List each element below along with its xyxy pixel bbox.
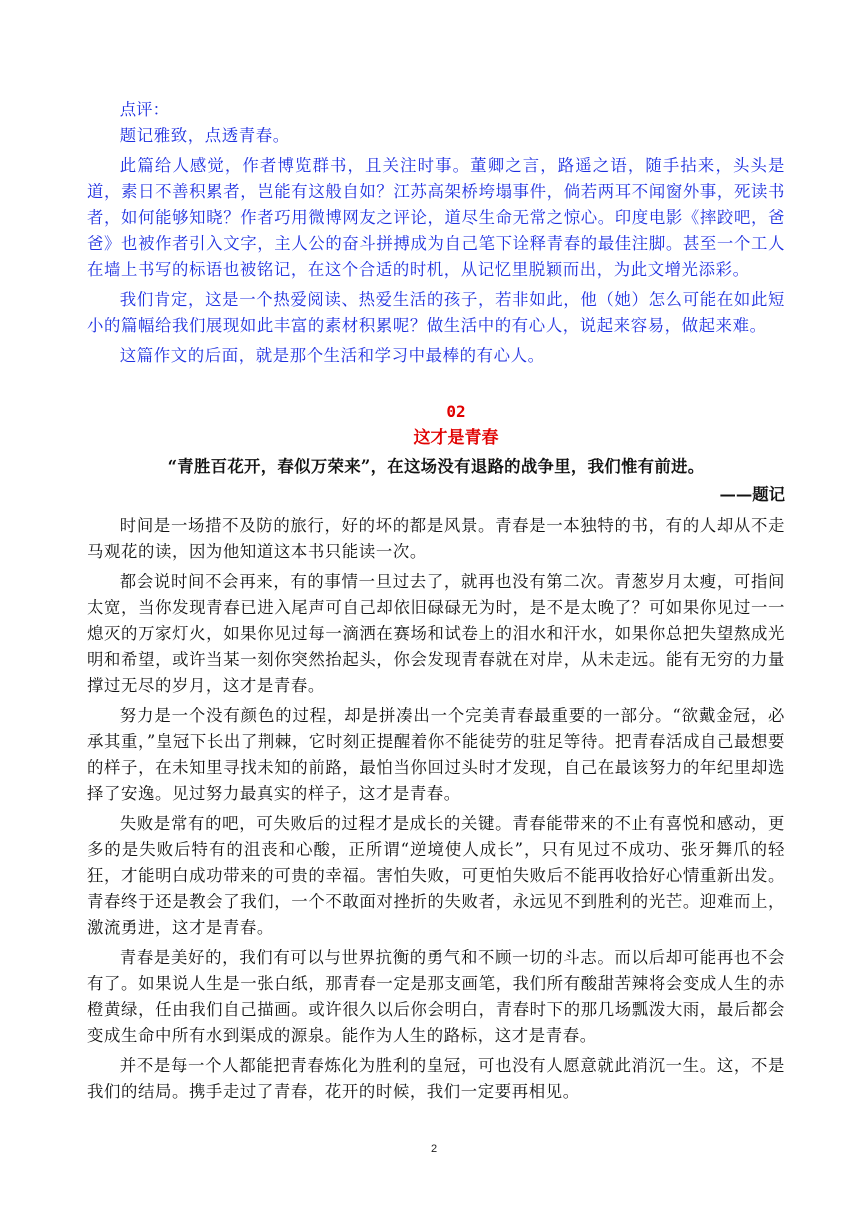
review-paragraph: 题记雅致，点透青春。 bbox=[119, 126, 290, 145]
essay-paragraph: 并不是每一个人都能把青春炼化为胜利的皇冠，可也没有人愿意就此消沉一生。这，不是我们的结局。携手走过了青春，花开的时候，我们一定要再相见。 bbox=[87, 1056, 785, 1101]
essay-paragraph: 都会说时间不会再来，有的事情一旦过去了，就再也没有第二次。青葱岁月太瘦，可指间太宽，当你发现青春已进入尾声可自己却依旧碌碌无为时，是不是太晚了？可如果你见过一一熄灭的万家灯火，如果你见过每一滴洒在赛场和试卷上的泪水和汗水，如果你总把失望熬成光明和希望，或许当某一刻你突然抬起头，你会发现青春就在对岸，从未走远。能有无穷的力量撑过无尽的岁月，这才是青春。 bbox=[87, 572, 785, 695]
essay-number: 02 bbox=[446, 402, 466, 421]
review-paragraph: 这篇作文的后面，就是那个生活和学习中最棒的有心人。 bbox=[119, 346, 545, 365]
review-paragraph: 我们肯定，这是一个热爱阅读、热爱生活的孩子，若非如此，他（她）怎么可能在如此短小的篇幅给我们展现如此丰富的素材积累呢？做生活中的有心人，说起来容易，做起来难。 bbox=[87, 290, 785, 335]
essay-paragraph: 青春是美好的，我们有可以与世界抗衡的勇气和不顾一切的斗志。而以后却可能再也不会有了。如果说人生是一张白纸，那青春一定是那支画笔，我们所有酸甜苦辣将会变成人生的赤橙黄绿，任由我们自己描画。或许很久以后你会明白，青春时下的那几场瓢泼大雨，最后都会变成生命中所有水到渠成的源泉。能作为人生的路标，这才是青春。 bbox=[87, 948, 785, 1045]
page-number: 2 bbox=[430, 1143, 438, 1155]
review-label: 点评： bbox=[119, 100, 169, 119]
page-content bbox=[87, 97, 785, 1109]
essay-paragraph: 失败是常有的吧，可失败后的过程才是成长的关键。青春能带来的不止有喜悦和感动，更多的是失败后特有的沮丧和心酸，正所谓“逆境使人成长”，只有见过不成功、张牙舞爪的轻狂，才能明白成功带来的可贵的幸福。害怕失败，可更怕失败后不能再收拾好心情重新出发。青春终于还是教会了我们，一个不敢面对挫折的失败者，永远见不到胜利的光芒。迎难而上，激流勇进，这才是青春。 bbox=[87, 814, 785, 937]
epigraph-source: ——题记 bbox=[719, 485, 785, 504]
essay-paragraph: 时间是一场措不及防的旅行，好的坏的都是风景。青春是一本独特的书，有的人却从不走马观花的读，因为他知道这本书只能读一次。 bbox=[87, 516, 785, 561]
essay-paragraph: 努力是一个没有颜色的过程，却是拼凑出一个完美青春最重要的一部分。“欲戴金冠，必承其重，”皇冠下长出了荆棘，它时刻正提醒着你不能徒劳的驻足等待。把青春活成自己最想要的样子，在未知里寻找未知的前路，最怕当你回过头时才发现，自己在最该努力的年纪里却选择了安逸。见过努力最真实的样子，这才是青春。 bbox=[87, 706, 785, 803]
essay-title: 这才是青春 bbox=[413, 428, 499, 448]
essay-epigraph: “青胜百花开，春似万荣来”，在这场没有退路的战争里，我们惟有前进。 bbox=[167, 457, 705, 476]
review-paragraph: 此篇给人感觉，作者博览群书，且关注时事。董卿之言，路遥之语，随手拈来，头头是道，素日不善积累者，岂能有这般自如？江苏高架桥垮塌事件，倘若两耳不闻窗外事，死读书者，如何能够知晓？作者巧用微博网友之评论，道尽生命无常之惊心。印度电影《摔跤吧，爸爸》也被作者引入文字，主人公的奋斗拼搏成为自己笔下诠释青春的最佳注脚。甚至一个工人在墙上书写的标语也被铭记，在这个合适的时机，从记忆里脱颖而出，为此文增光添彩。 bbox=[87, 156, 785, 279]
